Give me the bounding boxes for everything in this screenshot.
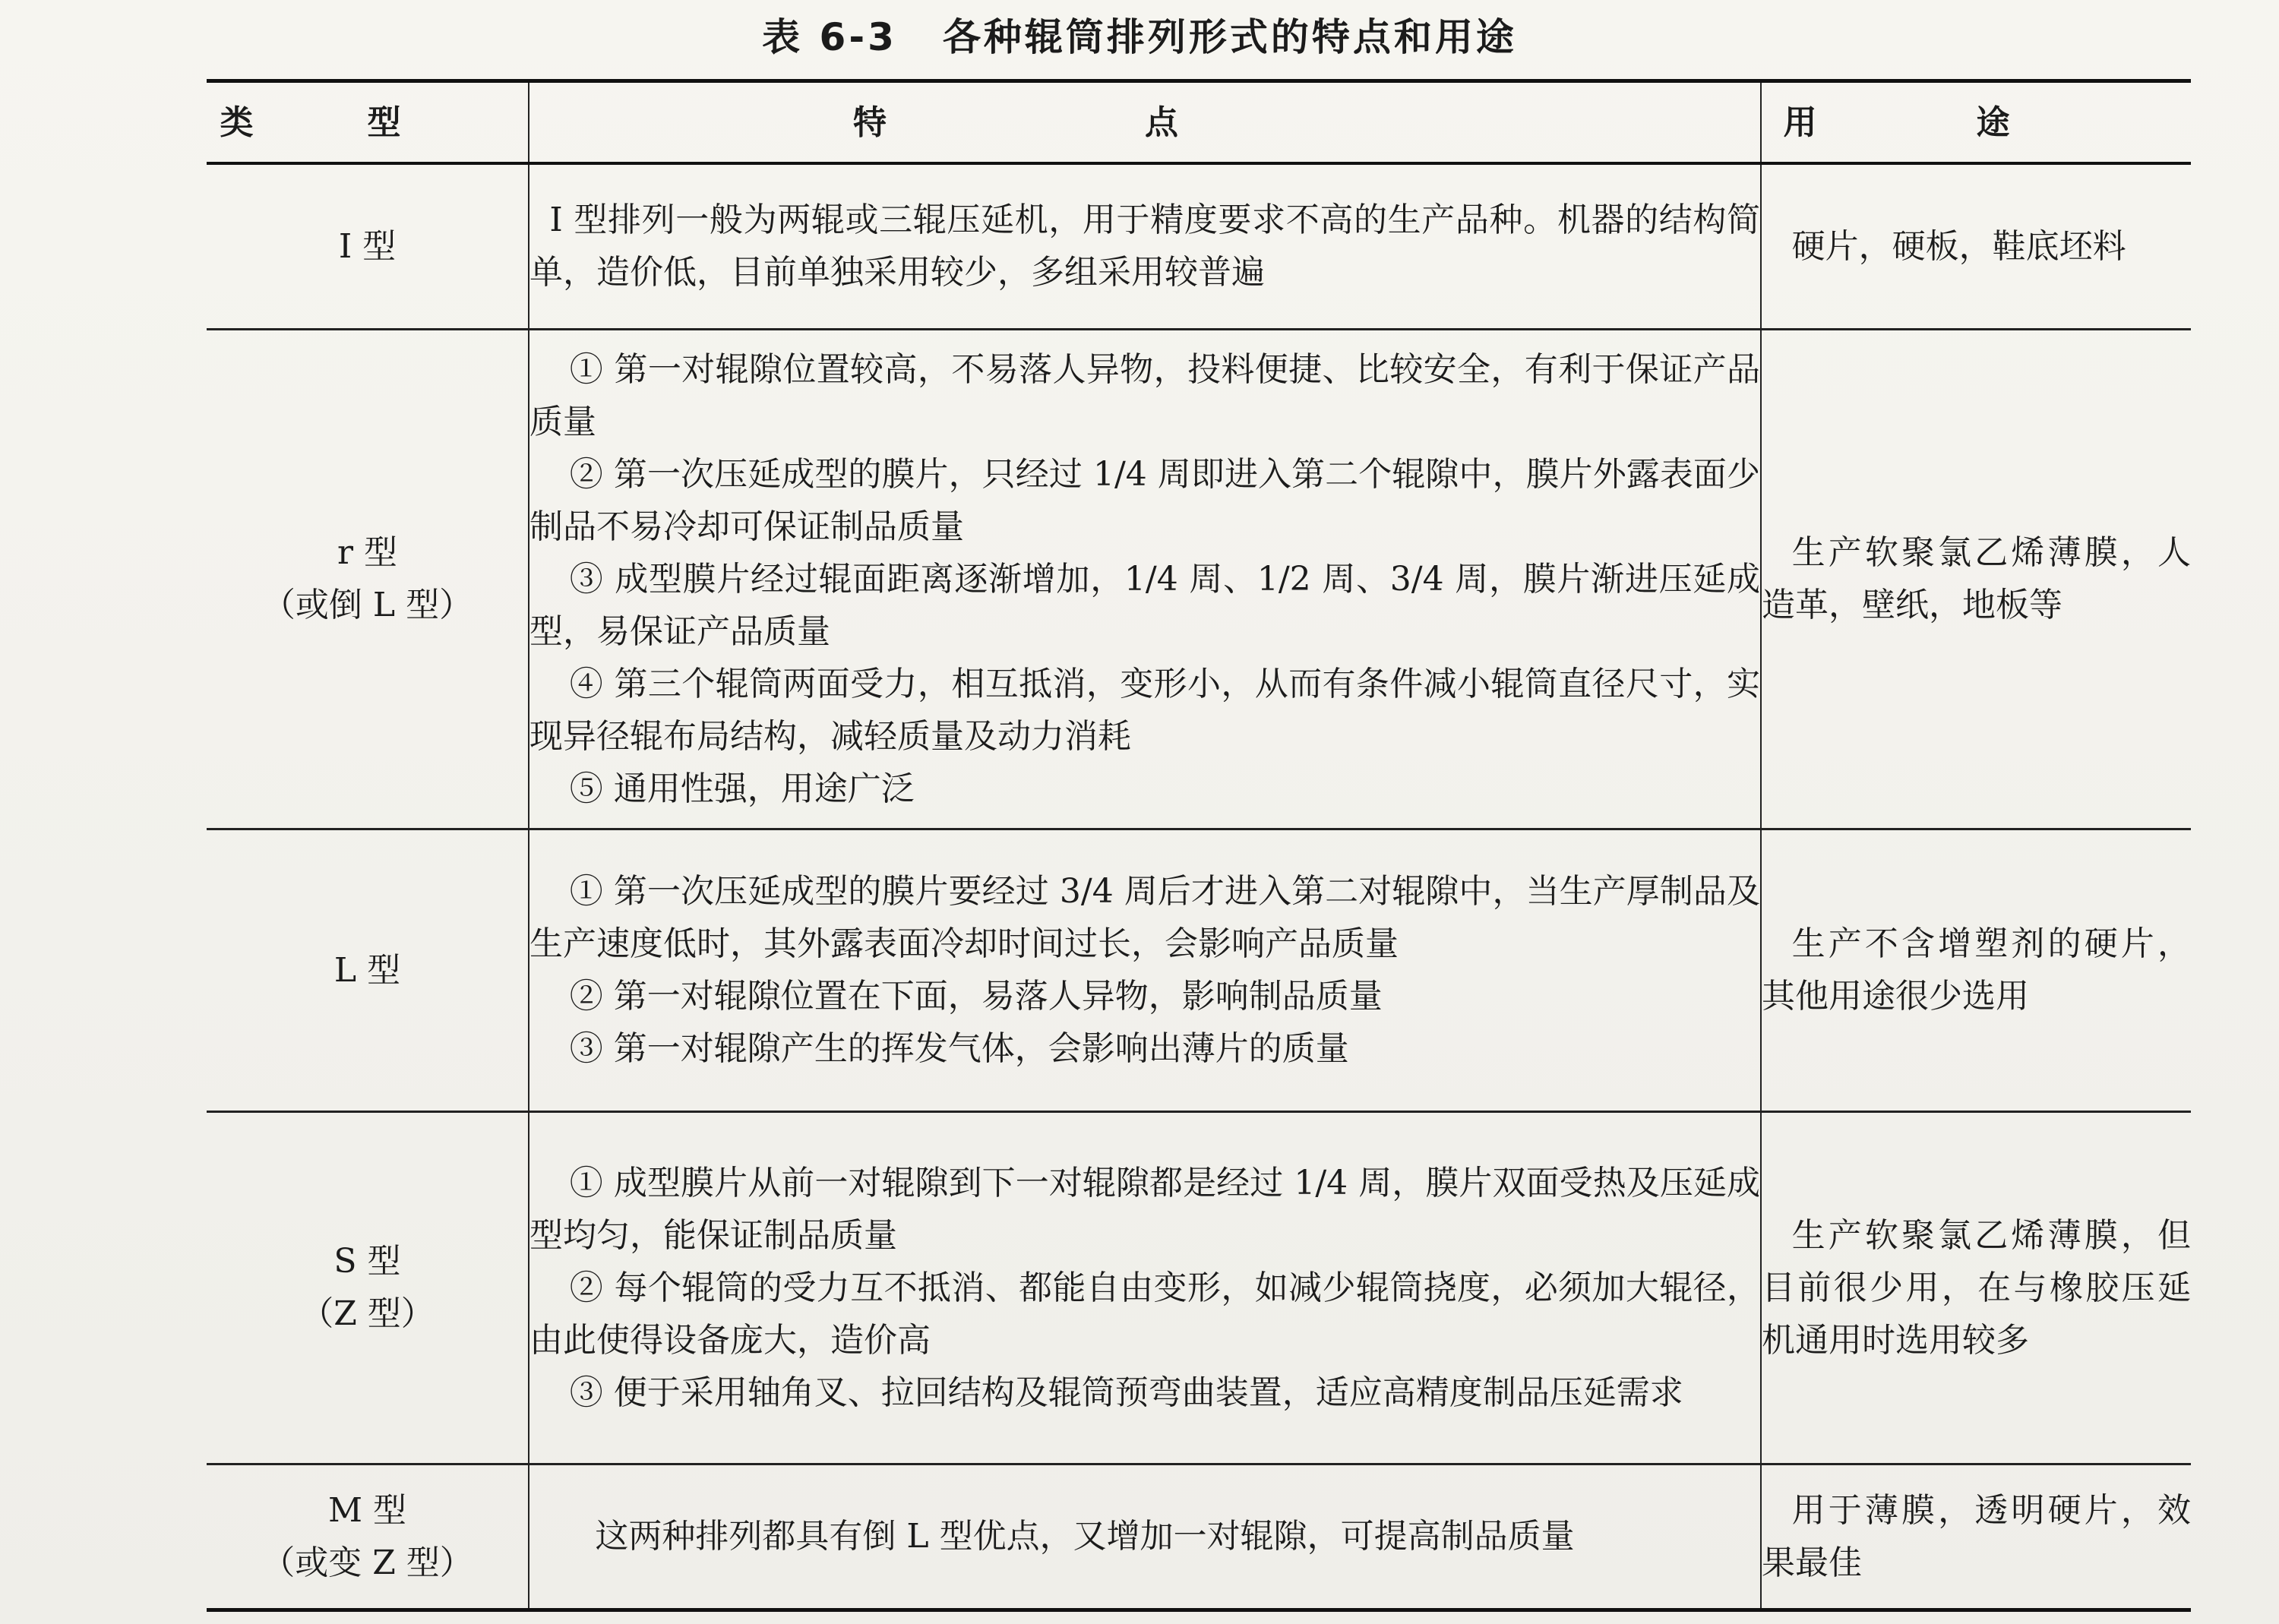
header-uses: 用途 [1761, 81, 2191, 164]
table-title: 各种辊筒排列形式的特点和用途 [942, 15, 1517, 59]
table-caption [0, 11, 2279, 64]
table-number: 表 6-3 [762, 15, 897, 59]
uses-cell: 用于薄膜，透明硬片，效果最佳 [1761, 1464, 2191, 1610]
uses-cell: 硬片，硬板，鞋底坯料 [1761, 163, 2191, 329]
features-cell: I 型排列一般为两辊或三辊压延机，用于精度要求不高的生产品种。机器的结构简单，造价低，目前单独采用较少，多组采用较普遍 [529, 163, 1761, 329]
uses-cell: 生产软聚氯乙烯薄膜，人造革，壁纸，地板等 [1761, 329, 2191, 829]
features-cell: ① 成型膜片从前一对辊隙到下一对辊隙都是经过 1/4 周，膜片双面受热及压延成型均匀，能保证制品质量 ② 每个辊筒的受力互不抵消、都能自由变形，如减少辊筒挠度，必须加大辊径，由此使得设备庞大，造价高 ③ 便于采用轴角叉、拉回结构及辊筒预弯曲装置，适应高精度制品压延需求 [529, 1111, 1761, 1464]
table-row [207, 329, 2191, 829]
uses-cell: 生产不含增塑剂的硬片，其他用途很少选用 [1761, 829, 2191, 1111]
header-type: 类型 [207, 81, 529, 164]
type-cell: S 型 （Z 型） [207, 1111, 529, 1464]
type-cell: M 型 （或变 Z 型） [207, 1464, 529, 1610]
features-cell: ① 第一对辊隙位置较高，不易落人异物，投料便捷、比较安全，有利于保证产品质量 ② 第一次压延成型的膜片，只经过 1/4 周即进入第二个辊隙中，膜片外露表面少制品不易冷却可保证制品质量 ③ 成型膜片经过辊面距离逐渐增加，1/4 周、1/2 周、3/4 周，膜片渐进压延成型，易保证产品质量 ④ 第三个辊筒两面受力，相互抵消，变形小，从而有条件减小辊筒直径尺寸，实现异径辊布局结构，减轻质量及动力消耗 ⑤ 通用性强，用途广泛 [529, 329, 1761, 829]
type-cell: I 型 [207, 163, 529, 329]
features-table [207, 79, 2191, 1612]
header-row [207, 81, 2191, 164]
uses-cell: 生产软聚氯乙烯薄膜，但目前很少用，在与橡胶压延机通用时选用较多 [1761, 1111, 2191, 1464]
header-features: 特点 [529, 81, 1761, 164]
table-row [207, 1111, 2191, 1464]
type-cell: r 型 （或倒 L 型） [207, 329, 529, 829]
type-cell: L 型 [207, 829, 529, 1111]
features-cell: 这两种排列都具有倒 L 型优点，又增加一对辊隙，可提高制品质量 [529, 1464, 1761, 1610]
table-row [207, 1464, 2191, 1610]
features-cell: ① 第一次压延成型的膜片要经过 3/4 周后才进入第二对辊隙中，当生产厚制品及生产速度低时，其外露表面冷却时间过长，会影响产品质量 ② 第一对辊隙位置在下面，易落人异物，影响制品质量 ③ 第一对辊隙产生的挥发气体，会影响出薄片的质量 [529, 829, 1761, 1111]
table-row [207, 829, 2191, 1111]
table-row [207, 163, 2191, 329]
